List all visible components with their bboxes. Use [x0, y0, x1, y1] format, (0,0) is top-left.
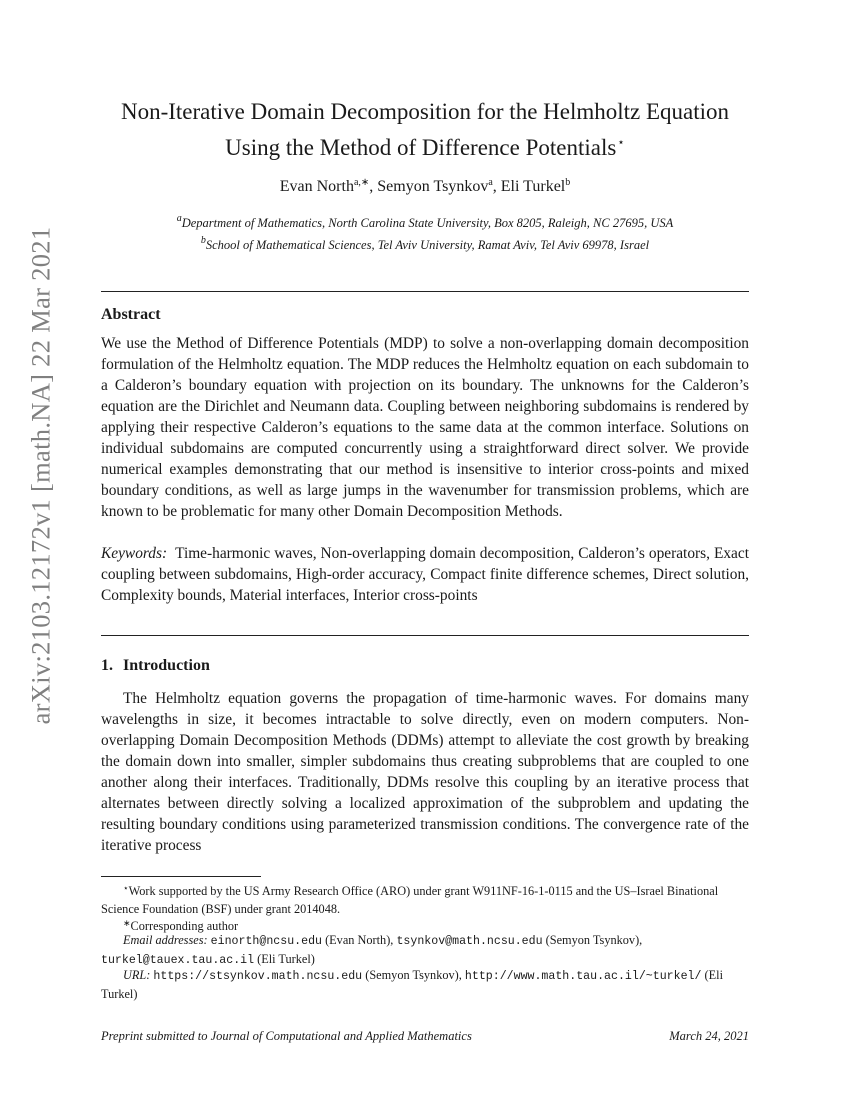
- abstract-top-rule: [101, 291, 749, 292]
- url-owner: (Semyon Tsynkov),: [365, 968, 462, 982]
- email-link[interactable]: tsynkov@math.ncsu.edu: [396, 935, 543, 948]
- title-line-1: Non-Iterative Domain Decomposition for the Helmholtz Equation: [120, 99, 730, 124]
- author-name: Semyon Tsynkov: [377, 178, 489, 195]
- footnote-mark: ⋆: [123, 883, 129, 893]
- section-heading-introduction: [101, 657, 210, 675]
- email-link[interactable]: einorth@ncsu.edu: [210, 935, 322, 948]
- author-separator: ,: [492, 178, 501, 195]
- email-owner: (Evan North),: [325, 933, 394, 947]
- url-owner: (Eli Turkel): [101, 968, 723, 1001]
- preprint-note: Preprint submitted to Journal of Computational and Applied Mathematics: [101, 1029, 472, 1043]
- author-name: Evan North: [279, 178, 354, 195]
- page-footer: [101, 1029, 749, 1044]
- preprint-date: March 24, 2021: [669, 1029, 749, 1043]
- introduction-text: The Helmholtz equation governs the propagation of time-harmonic waves. For domains many wavelengths in size, it becomes intractable to solve directly, even on modern computers. Non-overlapping Domain Decomposition Methods (DDMs) attempt to alleviate the cost growth by breaking the domain down into smaller, simpler subdomains thus creating subproblems that are coupled to one another along their interfaces. Traditionally, DDMs resolve this coupling by an iterative process that alternates between directly solving a localized approximation of the subproblem and updating the resulting boundary conditions using parameterized transmission conditions. The convergence rate of the iterative process: [101, 690, 749, 854]
- footnote-rule: [101, 876, 261, 877]
- keywords-label: Keywords:: [101, 545, 168, 562]
- title-line-2: Using the Method of Difference Potentials: [225, 135, 617, 160]
- arxiv-sidebar: [14, 226, 68, 724]
- abstract-text: We use the Method of Difference Potentials (MDP) to solve a non-overlapping domain decomposition formulation of the Helmholtz equation. The MDP reduces the Helmholtz equation on each subdomain to a Calderon’s boundary equation with projection on its boundary. The unknowns for the Calderon’s equation are the Dirichlet and Neumann data. Coupling between neighboring subdomains is rendered by applying their respective Calderon’s equations to the same data at the common interface. Solutions on individual subdomains are computed concurrently using a straightforward direct solver. We provide numerical examples demonstrating that our method is insensitive to interior cross-points and mixed boundary conditions, as well as large jumps in the wavenumber for transmission problems, which are known to be problematic for many other Domain Decomposition Methods.: [101, 335, 749, 520]
- author-affiliation-mark: b: [565, 177, 571, 188]
- affiliation-mark: a: [176, 213, 182, 224]
- affiliation-text: Department of Mathematics, North Carolina State University, Box 8205, Raleigh, NC 27695, USA: [181, 216, 674, 230]
- url-link[interactable]: http://www.math.tau.ac.il/~turkel/: [464, 970, 702, 983]
- arxiv-identifier: arXiv:2103.12172v1 [math.NA] 22 Mar 2021: [25, 226, 56, 724]
- keywords: [101, 543, 749, 606]
- email-link[interactable]: turkel@tauex.tau.ac.il: [101, 953, 255, 967]
- title-footnote-mark: ⋆: [617, 135, 625, 149]
- affiliation-mark: b: [200, 235, 206, 246]
- footnote-text: Corresponding author: [130, 919, 239, 933]
- abstract-heading: Abstract: [101, 306, 161, 323]
- affiliation: [60, 210, 790, 232]
- footnote-urls: [101, 967, 749, 1003]
- section-title: Introduction: [123, 657, 210, 674]
- keywords-text: Time-harmonic waves, Non-overlapping domain decomposition, Calderon’s operators, Exact coupling between subdomains, High-order accuracy, Compact finite difference schemes, Direct solution, Complexity bounds, Material interfaces, Interior cross-points: [101, 545, 749, 604]
- abstract-bottom-rule: [101, 635, 749, 636]
- affiliation: [60, 232, 790, 254]
- affiliation-text: School of Mathematical Sciences, Tel Aviv University, Ramat Aviv, Tel Aviv 69978, Israel: [205, 238, 650, 252]
- author-name: Eli Turkel: [500, 178, 566, 195]
- author-affiliation-mark: a,∗: [353, 177, 370, 188]
- author-separator: ,: [369, 178, 378, 195]
- footnote-text: Work supported by the US Army Research Office (ARO) under grant W911NF-16-1-0115 and the US–Israel Binational Science Foundation (BSF) under grant 2014048.: [101, 884, 719, 916]
- author-affiliation-mark: a: [488, 177, 493, 188]
- email-label: Email addresses:: [123, 933, 208, 947]
- footnote-mark: ∗: [123, 918, 131, 928]
- url-link[interactable]: https://stsynkov.math.ncsu.edu: [153, 970, 363, 983]
- url-label: URL:: [123, 968, 151, 982]
- affiliations: [60, 210, 790, 254]
- paper-title: [60, 96, 790, 163]
- footnote-emails: [101, 932, 749, 969]
- footnote-funding: [101, 880, 749, 918]
- author-list: [60, 177, 790, 196]
- section-number: 1.: [101, 657, 113, 674]
- email-owner: (Semyon Tsynkov),: [545, 933, 643, 947]
- email-owner: (Eli Turkel): [257, 951, 315, 966]
